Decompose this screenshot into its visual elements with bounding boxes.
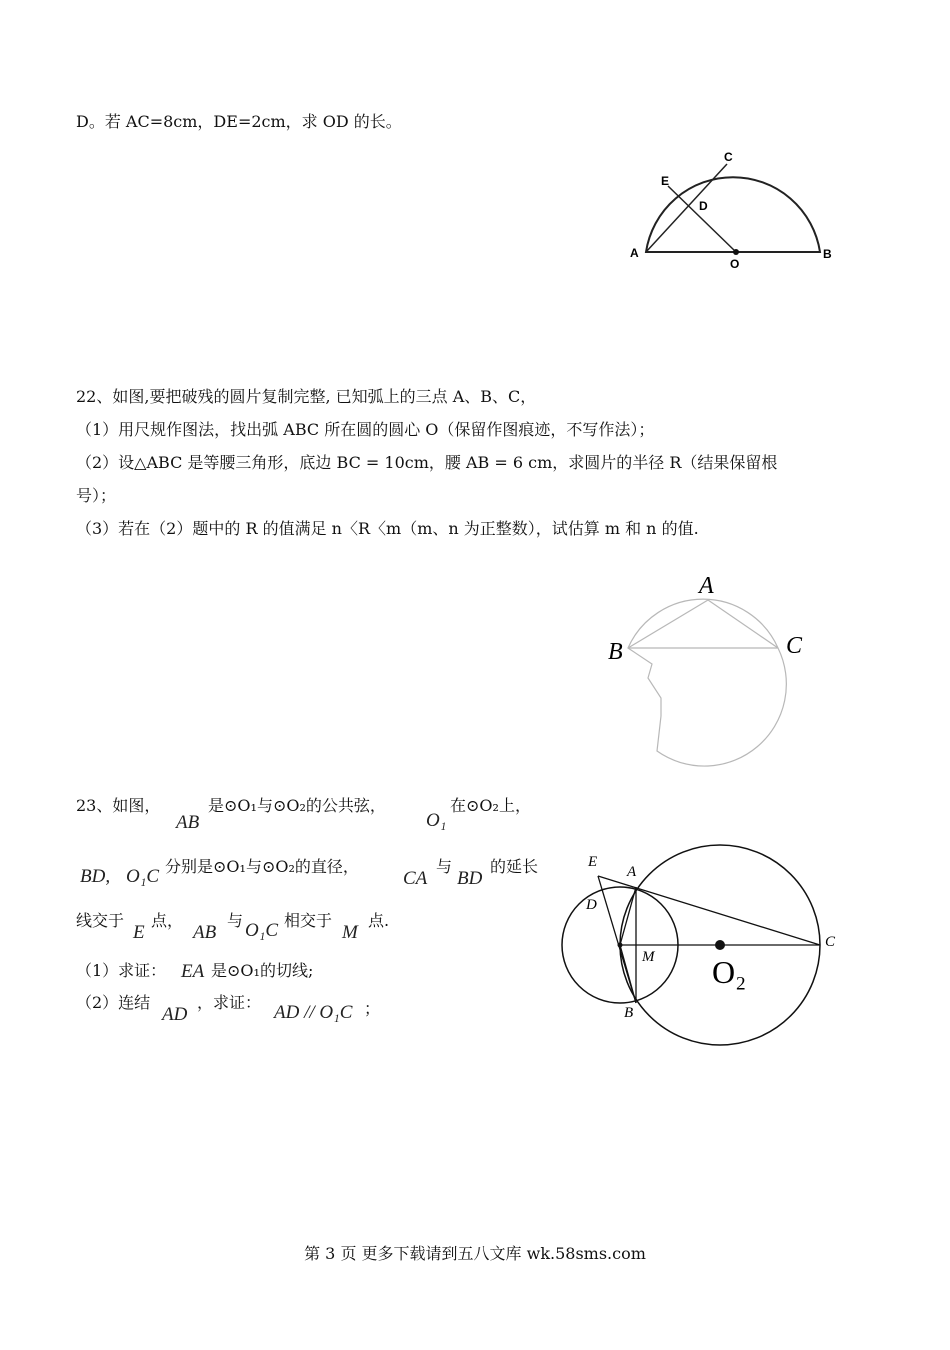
q23-part1-b: 是⊙O₁的切线; xyxy=(211,961,314,980)
label-B: B xyxy=(624,1005,634,1021)
math-BD: BD, xyxy=(80,866,111,887)
math-M: M xyxy=(342,922,358,943)
q23-text-1: 23、如图， xyxy=(76,796,161,815)
label-O: O xyxy=(730,257,740,271)
q23-two-circles-figure xyxy=(560,840,850,1040)
math-AB: AB xyxy=(176,812,200,833)
q23-text-5: 与 xyxy=(436,857,453,876)
label-C: C xyxy=(786,633,803,659)
page-footer: 第 3 页 更多下载请到五八文库 wk.58sms.com xyxy=(304,1244,646,1263)
label-O2: O₂ xyxy=(712,954,747,990)
label-C: C xyxy=(825,934,836,950)
q23-part2-b: ，求证： xyxy=(197,993,262,1012)
q23-text-3: 在⊙O₂上， xyxy=(450,796,531,815)
math-AD-parallel-O1C: AD // O₁C xyxy=(274,1002,353,1023)
label-M: M xyxy=(642,949,655,965)
q23-text-4: 分别是⊙O₁与⊙O₂的直径， xyxy=(165,857,359,876)
q21-semicircle-figure xyxy=(620,140,850,270)
q23-part2-a: （2）连结 xyxy=(76,993,151,1012)
q23-text-10: 相交于 xyxy=(284,911,333,930)
label-B: B xyxy=(608,639,623,665)
label-E: E xyxy=(661,174,670,188)
math-E: E xyxy=(133,922,145,943)
q22-line1: 22、如图,要把破残的圆片复制完整, 已知弧上的三点 A、B、C， xyxy=(76,387,537,406)
q23-text-8: 点， xyxy=(151,911,184,930)
label-A: A xyxy=(630,246,639,260)
q22-line3: （2）设△ABC 是等腰三角形，底边 BC = 10cm，腰 AB = 6 cm，求圆片的半径 R（结果保留根 xyxy=(76,453,778,472)
q22-line5: （3）若在（2）题中的 R 的值满足 n〈R〈m（m、n 为正整数），试估算 m 和 n 的值. xyxy=(76,519,699,538)
label-D: D xyxy=(586,897,597,913)
math-O1C: O₁C xyxy=(126,866,159,887)
math-EA: EA xyxy=(181,961,205,982)
label-E: E xyxy=(588,854,598,870)
q23-text-11: 点. xyxy=(368,911,390,930)
q22-broken-disc-figure xyxy=(600,570,810,780)
q23-text-7: 线交于 xyxy=(76,911,125,930)
math-BD-2: BD xyxy=(457,868,483,889)
label-D: D xyxy=(699,199,708,213)
q23-part2-c: ； xyxy=(364,999,381,1018)
math-O1C-2: O₁C xyxy=(245,920,278,941)
q23-text-2: 是⊙O₁与⊙O₂的公共弦， xyxy=(208,796,386,815)
label-A: A xyxy=(699,573,714,599)
math-O1: O₁ xyxy=(426,810,447,831)
q22-line4: 号）； xyxy=(76,486,117,505)
label-A: A xyxy=(627,864,637,880)
math-AD: AD xyxy=(162,1004,188,1025)
q23-text-6: 的延长 xyxy=(490,857,539,876)
math-CA: CA xyxy=(403,868,428,889)
q22-line2: （1）用尺规作图法，找出弧 ABC 所在圆的圆心 O（保留作图痕迹，不写作法）； xyxy=(76,420,655,439)
label-C: C xyxy=(724,150,733,164)
math-AB-2: AB xyxy=(193,922,217,943)
q21-text: D。若 AC=8cm，DE=2cm，求 OD 的长。 xyxy=(76,112,402,131)
q23-text-9: 与 xyxy=(227,911,244,930)
q23-part1-a: （1）求证： xyxy=(76,961,167,980)
label-B: B xyxy=(823,247,832,261)
